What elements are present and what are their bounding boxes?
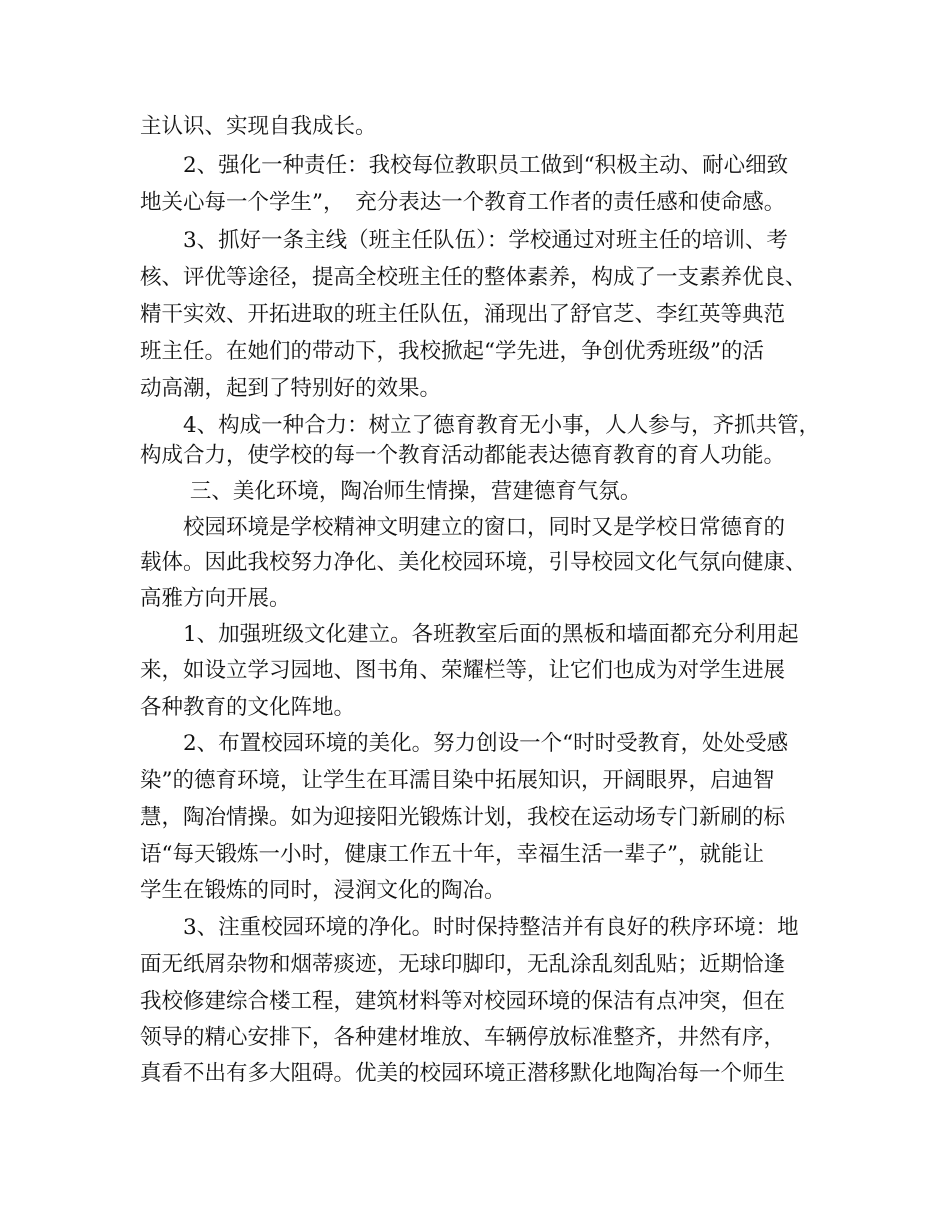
text-line: 校园环境是学校精神文明建立的窗口，同时又是学校日常德育的 (140, 515, 786, 540)
text-line: 学生在锻炼的同时，浸润文化的陶冶。 (140, 878, 506, 903)
text-line: 地关心每一个学生”， 充分表达一个教育工作者的责任感和使命感。 (140, 190, 786, 215)
text-line: 构成合力，使学校的每一个教育活动都能表达德育教育的育人功能。 (140, 443, 786, 468)
text-line: 3、抓好一条主线（班主任队伍）：学校通过对班主任的培训、考 (140, 228, 788, 253)
text-line: 我校修建综合楼工程，建筑材料等对校园环境的保洁有点冲突，但在 (140, 989, 786, 1014)
text-line: 2、强化一种责任：我校每位教职员工做到“积极主动、耐心细致 (140, 153, 789, 178)
text-line: 语“每天锻炼一小时，健康工作五十年，幸福生活一辈子”，就能让 (140, 842, 764, 867)
text-line: 高雅方向开展。 (140, 586, 291, 611)
text-line: 领导的精心安排下，各种建材堆放、车辆停放标准整齐，井然有序， (140, 1025, 786, 1050)
text-line: 来，如设立学习园地、图书角、荣耀栏等，让它们也成为对学生进展 (140, 658, 786, 683)
text-line: 核、评优等途径，提高全校班主任的整体素养，构成了一支素养优良、 (140, 265, 807, 290)
text-line: 4、构成一种合力：树立了德育教育无小事，人人参与，齐抓共管， (140, 413, 821, 438)
text-line: 染”的德育环境，让学生在耳濡目染中拓展知识，开阔眼界，启迪智 (140, 768, 775, 793)
text-line: 慧，陶冶情操。如为迎接阳光锻炼计划，我校在运动场专门新刷的标 (140, 805, 786, 830)
text-line: 2、布置校园环境的美化。努力创设一个“时时受教育，处处受感 (140, 731, 789, 756)
text-line: 1、加强班级文化建立。各班教室后面的黑板和墙面都充分利用起 (140, 622, 799, 647)
text-line: 3、注重校园环境的净化。时时保持整洁并有良好的秩序环境：地 (140, 915, 799, 940)
text-line: 载体。因此我校努力净化、美化校园环境，引导校园文化气氛向健康、 (140, 550, 807, 575)
text-line: 动高潮，起到了特别好的效果。 (140, 376, 442, 401)
text-line: 精干实效、开拓进取的班主任队伍，涌现出了舒官芝、李红英等典范 (140, 302, 786, 327)
section-heading: 三、美化环境，陶冶师生情操，营建德育气氛。 (140, 479, 642, 504)
text-line: 各种教育的文化阵地。 (140, 695, 356, 720)
text-line: 真看不出有多大阻碍。优美的校园环境正潜移默化地陶冶每一个师生 (140, 1061, 786, 1086)
text-line: 班主任。在她们的带动下，我校掀起“学先进，争创优秀班级”的活 (140, 339, 764, 364)
text-line: 主认识、实现自我成长。 (140, 114, 377, 139)
text-line: 面无纸屑杂物和烟蒂痰迹，无球印脚印，无乱涂乱刻乱贴；近期恰逢 (140, 952, 786, 977)
